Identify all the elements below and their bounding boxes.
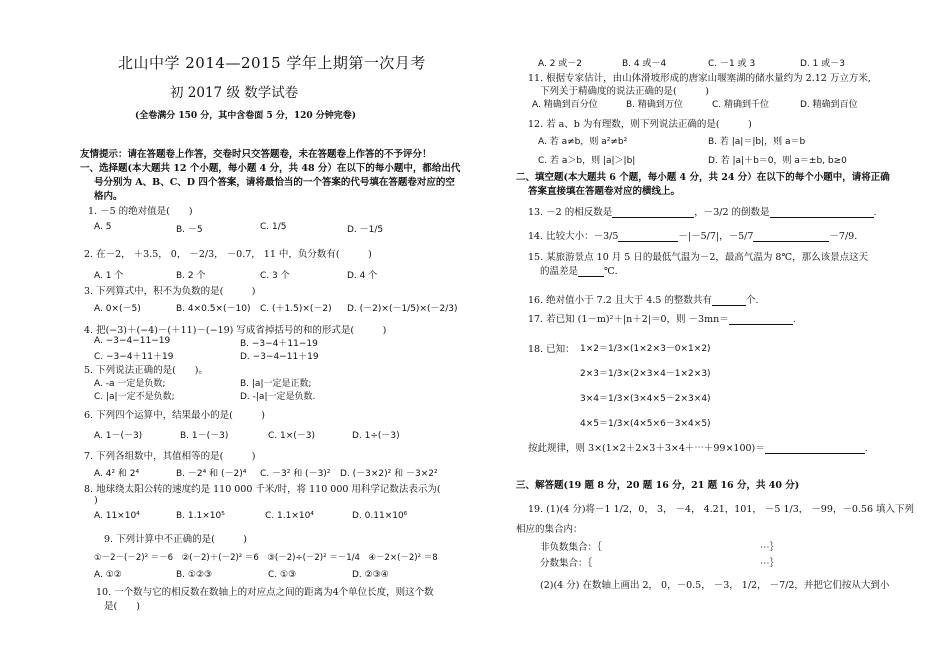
q18-line-4: 4×5＝1/3×(4×5×6－3×4×5) <box>580 419 711 429</box>
q16-part-a: 16. 绝对值小于 7.2 且大于 4.5 的整数共有 <box>528 295 712 306</box>
q5-stem: 5. 下列说法正确的是( )。 <box>84 365 208 376</box>
q11-option-b: B. 精确到万位 <box>626 100 683 110</box>
q16-line <box>528 292 758 306</box>
section2-heading: 二、填空题(本大题共 6 个题，每小题 4 分，共 24 分）在以下的每个小题中，请将正确 <box>516 172 890 183</box>
q8-stem: 8. 地球绕太阳公转的速度约是 110 000 千米/时，将 110 000 用科学记数法表示为( <box>84 484 441 495</box>
q12-option-d: D. 若 |a|＋b＝0，则 a＝±b, b≥0 <box>708 156 847 166</box>
q9-option-b: B. ①②③ <box>176 570 213 580</box>
q15-line-2 <box>540 263 618 277</box>
q12-option-a: A. 若 a≠b，则 a²≠b² <box>538 137 628 147</box>
q8-option-d: D. 0.11×10⁶ <box>352 511 408 521</box>
q15-blank[interactable] <box>578 276 604 277</box>
q17-line <box>528 311 796 325</box>
q13-end: . <box>873 207 877 218</box>
q18-line-3: 3×4＝1/3×(3×4×5－2×3×4) <box>580 394 711 404</box>
q9-stem: 9. 下列计算中不正确的是( ) <box>104 534 247 545</box>
q10-stem-2: 是( ) <box>104 601 140 612</box>
q18-rule: 按此规律，则 3×(1×2＋2×3＋3×4＋⋯＋99×100)＝ <box>528 443 765 454</box>
q10-option-d: D. 1 或－3 <box>800 59 845 69</box>
section3-heading: 三、解答题(19 题 8 分，20 题 16 分，21 题 16 分，共 40 分) <box>516 480 800 491</box>
q6-stem: 6. 下列四个运算中，结果最小的是( ) <box>84 410 265 421</box>
q14-part-c: －7/9. <box>829 231 858 242</box>
q2-option-d: D. 4 个 <box>347 271 378 281</box>
q19-part1-stem-2: 相应的集合内： <box>516 524 583 535</box>
q15-stem: 15. 某旅游景点 10 月 5 日的最低气温为－2，最高气温为 8℃，那么该景点这天 <box>528 252 869 263</box>
q19-nonneg-set-close: ⋯｝ <box>760 542 780 553</box>
q4-stem: 4. 把(−3)＋(−4)－(＋11)－(−19) 写成省掉括号的和的形式是( ) <box>84 325 387 336</box>
q12-option-c: C. 若 a＞b，则 |a|＞|b| <box>538 156 636 166</box>
q6-option-c: C. 1×(－3) <box>268 431 316 441</box>
q9-items: ①－2－(－2)² ＝－6 ②(－2)＋(－2)² ＝6 ③(－2)÷(－2)² ＝－1/4 ④－2×(－2)² ＝8 <box>94 553 438 563</box>
q5-option-c: C. |a|一定不是负数; <box>94 392 175 402</box>
section1-heading-3: 格内。 <box>94 191 123 202</box>
q19-part2-stem: (2)(4 分) 在数轴上画出 2， 0，－0.5， －3， 1/2， －7/2，并把它们按从大到小 <box>540 580 890 591</box>
q12-stem: 12. 若 a、b 为有理数，则下列说法正确的是( ) <box>528 119 752 130</box>
q14-blank-2[interactable] <box>753 241 829 242</box>
q15-part-c: ℃. <box>604 266 618 277</box>
q7-stem: 7. 下列各组数中，其值相等的是( ) <box>84 451 256 462</box>
q11-option-a: A. 精确到百分位 <box>532 100 598 110</box>
q13-part-b: ，－3/2 的倒数是 <box>694 207 770 218</box>
q18-blank[interactable] <box>765 453 865 454</box>
q14-line <box>528 228 857 242</box>
q17-end: . <box>792 314 796 325</box>
q7-option-d: D. (－3×2)² 和 －3×2² <box>340 469 438 479</box>
q9-option-c: C. ①③ <box>268 570 297 580</box>
q4-option-b: B. −3−4＋11−19 <box>240 339 318 349</box>
q15-part-b: 的温差是 <box>540 266 579 277</box>
q18-lead: 18. 已知： <box>528 344 575 355</box>
q5-option-a: A. -a 一定是负数; <box>94 379 166 389</box>
q9-option-a: A. ①② <box>94 570 122 580</box>
q7-option-c: C. －3² 和 (－3)² <box>260 469 331 479</box>
q4-option-a: A. −3−4−11−19 <box>94 336 171 346</box>
q2-option-a: A. 1 个 <box>94 271 124 281</box>
q8-option-c: C. 1.1×10⁴ <box>265 511 314 521</box>
q14-part-b: －|－5/7|，－5/7 <box>678 231 754 242</box>
q19-part1-stem: 19. (1)(4 分)将－1 1/2，0， 3， －4， 4.21，101， －5 1/3， －99，－0.56 填入下列 <box>528 504 915 515</box>
q4-option-c: C. −3−4＋11＋19 <box>94 352 174 362</box>
q6-option-b: B. 1－(－3) <box>180 431 229 441</box>
q11-option-c: C. 精确到千位 <box>712 100 770 110</box>
q3-stem: 3. 下列算式中，积不为负数的是( ) <box>84 286 256 297</box>
q16-part-b: 个. <box>745 295 759 306</box>
q4-option-d: D. −3−4−11＋19 <box>240 352 319 362</box>
q18-line-2: 2×3＝1/3×(2×3×4－1×2×3) <box>580 369 711 379</box>
exam-title: 北山中学 2014—2015 学年上期第一次月考 <box>118 54 426 72</box>
exam-subtitle: 初 2017 级 数学试卷 <box>170 85 299 101</box>
q6-option-a: A. 1－(－3) <box>94 431 143 441</box>
q3-option-c: C. (＋1.5)×(－2) <box>260 304 332 314</box>
q8-option-a: A. 11×10⁴ <box>94 511 140 521</box>
section1-heading: 一、选择题(本大题共 12 个小题，每小题 4 分，共 48 分）在以下的每小题中，都给出代 <box>80 163 461 174</box>
q5-option-b: B. |a|一定是正数; <box>240 379 312 389</box>
q1-option-d: D. －1/5 <box>347 225 384 235</box>
q17-part-a: 17. 若已知 (1－m)²＋|n＋2|＝0，则 －3mn＝ <box>528 314 729 325</box>
section2-heading-2: 答案直接填在答题卷对应的横线上。 <box>528 186 681 197</box>
q7-option-a: A. 4² 和 2⁴ <box>94 469 140 479</box>
q1-stem: 1. －5 的绝对值是( ) <box>88 206 193 217</box>
q1-option-a: A. 5 <box>94 222 112 232</box>
q6-option-d: D. 1÷(－3) <box>352 431 400 441</box>
q18-rule-line <box>528 440 868 454</box>
q18-line-1: 1×2＝1/3×(1×2×3－0×1×2) <box>580 344 711 354</box>
q16-blank[interactable] <box>712 305 746 306</box>
q17-blank[interactable] <box>729 324 793 325</box>
q1-option-b: B. －5 <box>176 225 203 235</box>
q8-stem-2: ) <box>94 495 98 506</box>
q5-option-d: D. -|a|一定是负数. <box>240 392 316 402</box>
q18-end: . <box>864 443 868 454</box>
q14-blank-1[interactable] <box>618 241 678 242</box>
q2-stem: 2. 在－2， ＋3.5， 0， －2/3， －0.7， 11 中，负分数有( ) <box>84 249 372 260</box>
q2-option-c: C. 3 个 <box>260 271 290 281</box>
q13-blank-2[interactable] <box>770 217 874 218</box>
q7-option-b: B. －2⁴ 和 (－2)⁴ <box>176 469 247 479</box>
q3-option-d: D. (－2)×(－1/5)×(－2/3) <box>347 304 458 314</box>
q10-option-c: C. －1 或 3 <box>708 59 756 69</box>
q10-option-b: B. 4 或－4 <box>622 59 667 69</box>
q9-option-d: D. ②③④ <box>352 570 389 580</box>
exam-note: (全卷满分 150 分，其中含卷面 5 分，120 分钟完卷) <box>135 111 357 121</box>
reminder: 友情提示：请在答题卷上作答，交卷时只交答题卷，未在答题卷上作答的不予评分！ <box>80 149 432 160</box>
q2-option-b: B. 2 个 <box>176 271 206 281</box>
q13-blank-1[interactable] <box>612 217 694 218</box>
q1-option-c: C. 1/5 <box>260 222 287 232</box>
q10-stem: 10. 一个数与它的相反数在数轴上的对应点之间的距离为4个单位长度，则这个数 <box>96 587 434 598</box>
q11-stem: 11. 根据专家估计，由山体滑坡形成的唐家山堰塞湖的储水量约为 2.12 万立方米, <box>528 73 871 84</box>
q13-part-a: 13. －2 的相反数是 <box>528 207 613 218</box>
q8-option-b: B. 1.1×10⁵ <box>176 511 225 521</box>
q19-frac-set-close: ⋯｝ <box>760 558 780 569</box>
section1-heading-2: 号分别为 A、B、C、D 四个答案，请将最恰当的一个答案的代号填在答题卷对应的空 <box>94 177 455 188</box>
q11-option-d: D. 精确到百位 <box>800 100 858 110</box>
q19-nonneg-set-label: 非负数集合：｛ <box>540 542 602 553</box>
q12-option-b: B. 若 |a|＝|b|，则 a＝b <box>708 137 806 147</box>
q14-part-a: 14. 比较大小：－3/5 <box>528 231 619 242</box>
q11-stem-2: 下列关于精确度的说法正确的是( ) <box>540 86 709 97</box>
q3-option-a: A. 0×(－5) <box>94 304 141 314</box>
q10-option-a: A. 2 或－2 <box>538 59 583 69</box>
q3-option-b: B. 4×0.5×(－10) <box>176 304 251 314</box>
q19-frac-set-label: 分数集合：｛ <box>540 558 593 569</box>
q13-line <box>528 204 877 218</box>
